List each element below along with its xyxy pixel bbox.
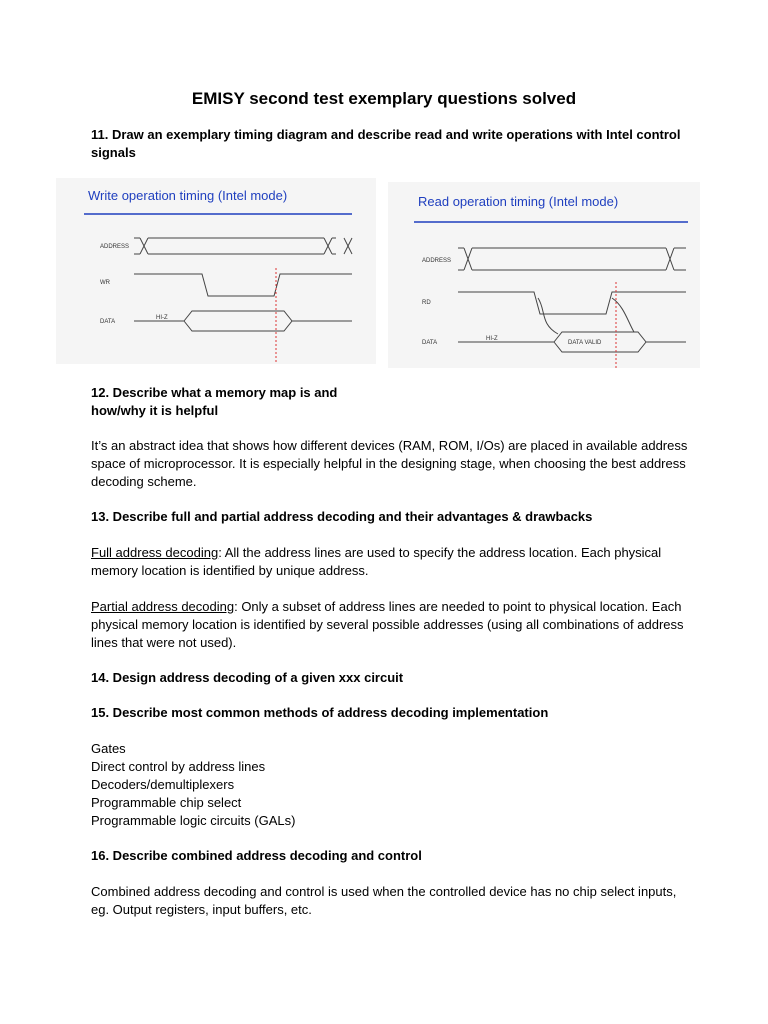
read-data-valid-label: DATA VALID [568,340,602,346]
read-rd-label: RD [422,300,431,306]
partial-decoding-text: : Only a subset of address lines are needed to point to physical location. Each physical memory location is identified by several possible addresses (using all combinations of address lines that were not used). [91,599,684,650]
question-11: 11. Draw an exemplary timing diagram and describe read and write operations with Intel control signals [91,127,681,160]
read-diagram-title: Read operation timing (Intel mode) [418,194,619,209]
partial-decoding-paragraph [91,598,691,652]
question-16: 16. Describe combined address decoding and control [91,848,422,863]
page-title: EMISY second test exemplary questions solved [191,89,577,108]
method-item: Programmable logic circuits (GALs) [91,813,296,828]
write-wr-label: WR [100,280,110,286]
full-decoding-paragraph [91,544,691,580]
full-decoding-term: Full address decoding [91,545,219,560]
question-12 [91,384,691,420]
write-timing-diagram [56,178,376,364]
method-item: Decoders/demultiplexers [91,777,235,792]
write-address-label: ADDRESS [100,244,130,250]
read-address-label: ADDRESS [422,258,452,264]
read-rd-signal [458,292,686,314]
answer-12: It’s an abstract idea that shows how different devices (RAM, ROM, I/Os) are placed in available address space of microprocessor. It is especially helpful in the designing stage, when choosing the best address decoding scheme. [91,438,688,489]
write-data-label: DATA [100,319,116,325]
question-12-line-1: 12. Describe what a memory map is and [91,385,338,400]
method-item: Programmable chip select [91,795,242,810]
methods-list [91,740,691,830]
question-12-line-2: how/why it is helpful [91,403,219,418]
write-data-signal [134,311,352,331]
partial-decoding-term: Partial address decoding [91,599,235,614]
question-15: 15. Describe most common methods of address decoding implementation [91,705,549,720]
read-timing-diagram [388,182,700,368]
write-address-signal [134,238,352,254]
read-address-signal [458,248,686,270]
full-decoding-text: : All the address lines are used to specify the address location. Each physical memory location is identified by unique address. [91,545,662,578]
read-hiz-label: HI-Z [486,336,498,342]
write-diagram-title: Write operation timing (Intel mode) [88,188,288,203]
answer-16: Combined address decoding and control is used when the controlled device has no chip select inputs, eg. Output registers, input buffers, etc. [91,884,677,917]
question-13: 13. Describe full and partial address decoding and their advantages & drawbacks [91,509,593,524]
read-data-label: DATA [422,340,438,346]
method-item: Direct control by address lines [91,759,266,774]
write-wr-signal [134,274,352,296]
method-item: Gates [91,741,126,756]
question-14: 14. Design address decoding of a given xxx circuit [91,670,404,685]
write-hiz-label: HI-Z [156,315,168,321]
